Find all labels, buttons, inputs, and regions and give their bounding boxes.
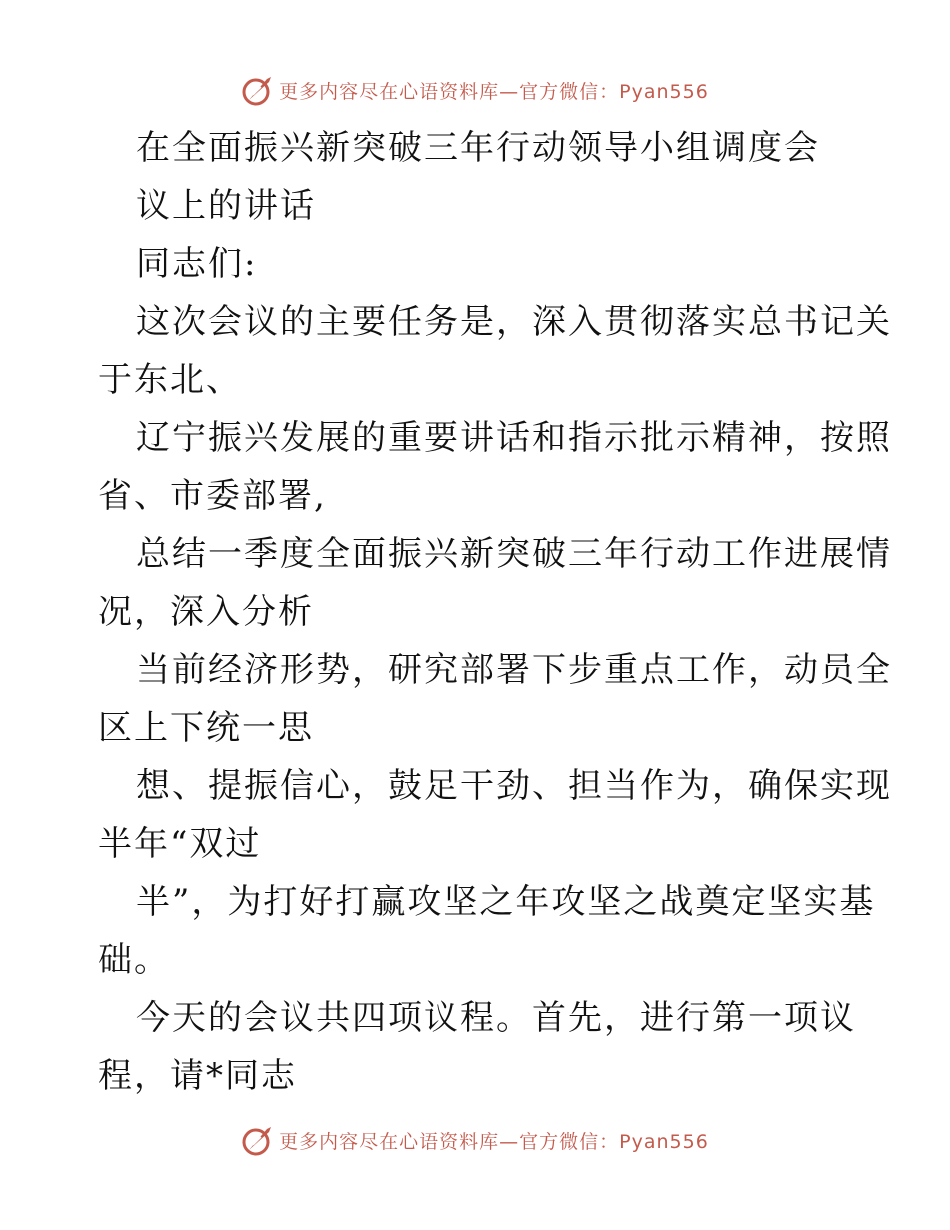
paragraph-7-line-2: 程，请*同志: [98, 1056, 297, 1096]
watermark-text: 更多内容尽在心语资料库—官方微信：Pyan556: [279, 1130, 709, 1153]
paragraph-2-line-2: 省、市委部署,: [98, 476, 327, 516]
paragraph-1-line-2: 于东北、: [98, 360, 242, 400]
paragraph-4-line-2: 区上下统一思: [98, 708, 314, 748]
paragraph-4-line-1: 当前经济形势，研究部署下步重点工作，动员全: [136, 650, 892, 690]
paragraph-5-line-2: 半年“双过: [98, 824, 262, 864]
watermark-banner-top: [0, 70, 950, 110]
paragraph-1-line-1: 这次会议的主要任务是，深入贯彻落实总书记关: [136, 302, 892, 342]
title-line-1: 在全面振兴新突破三年行动领导小组调度会: [136, 128, 820, 168]
quill-logo-icon: [241, 1123, 275, 1157]
watermark-banner-bottom: [0, 1120, 950, 1160]
quill-logo-icon: [241, 73, 275, 107]
paragraph-5-line-1: 想、提振信心，鼓足干劲、担当作为，确保实现: [136, 766, 892, 806]
paragraph-3-line-1: 总结一季度全面振兴新突破三年行动工作进展情: [136, 534, 892, 574]
paragraph-6-line-2: 础。: [98, 940, 170, 980]
title-line-2: 议上的讲话: [136, 186, 316, 226]
paragraph-7-line-1: 今天的会议共四项议程。首先，进行第一项议: [136, 998, 856, 1038]
paragraph-3-line-2: 况，深入分析: [98, 592, 314, 632]
watermark-text: 更多内容尽在心语资料库—官方微信：Pyan556: [279, 80, 709, 103]
salutation: 同志们:: [136, 244, 258, 284]
paragraph-2-line-1: 辽宁振兴发展的重要讲话和指示批示精神，按照: [136, 418, 892, 458]
paragraph-6-line-1: 半”，为打好打赢攻坚之年攻坚之战奠定坚实基: [136, 882, 876, 922]
